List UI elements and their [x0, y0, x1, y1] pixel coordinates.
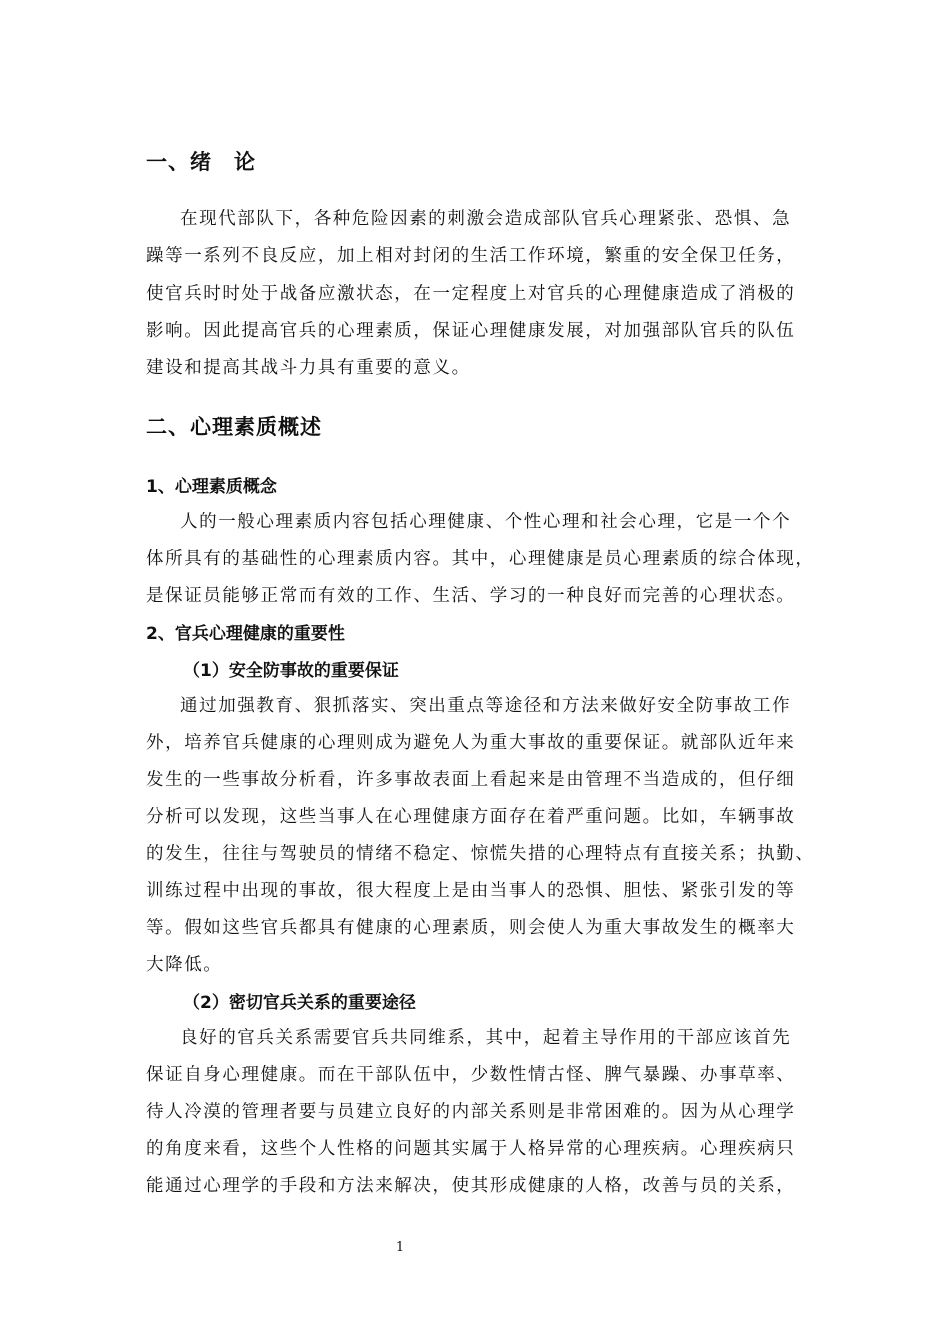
section-heading-introduction: 一、绪 论 [146, 150, 256, 174]
paragraph-line: 建设和提高其战斗力具有重要的意义。 [146, 358, 471, 378]
paragraph-line: 发生的一些事故分析看，许多事故表面上看起来是由管理不当造成的，但仔细 [146, 770, 796, 790]
paragraph-line: 是保证员能够正常而有效的工作、生活、学习的一种良好而完善的心理状态。 [146, 586, 796, 606]
paragraph-line: 外，培养官兵健康的心理则成为避免人为重大事故的重要保证。就部队近年来 [146, 733, 796, 753]
paragraph-line: 使官兵时时处于战备应激状态，在一定程度上对官兵的心理健康造成了消极的 [146, 284, 796, 304]
paragraph-line: 影响。因此提高官兵的心理素质，保证心理健康发展，对加强部队官兵的队伍 [146, 321, 796, 341]
subsection-heading-importance: 2、官兵心理健康的重要性 [146, 624, 345, 644]
paragraph-line: 训练过程中出现的事故，很大程度上是由当事人的恐惧、胆怯、紧张引发的等 [146, 881, 796, 901]
item-heading-relations: （2）密切官兵关系的重要途径 [183, 993, 416, 1013]
paragraph-line: 的角度来看，这些个人性格的问题其实属于人格异常的心理疾病。心理疾病只 [146, 1139, 796, 1159]
paragraph-line: 躁等一系列不良反应，加上相对封闭的生活工作环境，繁重的安全保卫任务， [146, 246, 796, 266]
paragraph-line: 待人冷漠的管理者要与员建立良好的内部关系则是非常困难的。因为从心理学 [146, 1102, 796, 1122]
paragraph-line: 的发生，往往与驾驶员的情绪不稳定、惊慌失措的心理特点有直接关系；执勤、 [146, 844, 815, 864]
paragraph-line: 大降低。 [146, 955, 223, 975]
item-heading-safety: （1）安全防事故的重要保证 [183, 661, 399, 681]
paragraph-line: 分析可以发现，这些当事人在心理健康方面存在着严重问题。比如，车辆事故 [146, 807, 796, 827]
paragraph-line: 保证自身心理健康。而在干部队伍中，少数性情古怪、脾气暴躁、办事草率、 [146, 1065, 796, 1085]
paragraph-line: 体所具有的基础性的心理素质内容。其中，心理健康是员心理素质的综合体现， [146, 549, 815, 569]
section-heading-psychological-quality: 二、心理素质概述 [146, 415, 322, 439]
paragraph-line: 人的一般心理素质内容包括心理健康、个性心理和社会心理，它是一个个 [180, 512, 792, 532]
page-number: 1 [395, 1240, 405, 1255]
paragraph-line: 通过加强教育、狠抓落实、突出重点等途径和方法来做好安全防事故工作 [180, 696, 792, 716]
paragraph-line: 良好的官兵关系需要官兵共同维系，其中，起着主导作用的干部应该首先 [180, 1028, 792, 1048]
paragraph-line: 在现代部队下，各种危险因素的刺激会造成部队官兵心理紧张、恐惧、急 [180, 209, 792, 229]
paragraph-line: 能通过心理学的手段和方法来解决，使其形成健康的人格，改善与员的关系， [146, 1176, 796, 1196]
subsection-heading-concept: 1、心理素质概念 [146, 477, 277, 497]
paragraph-line: 等。假如这些官兵都具有健康的心理素质，则会使人为重大事故发生的概率大 [146, 918, 796, 938]
